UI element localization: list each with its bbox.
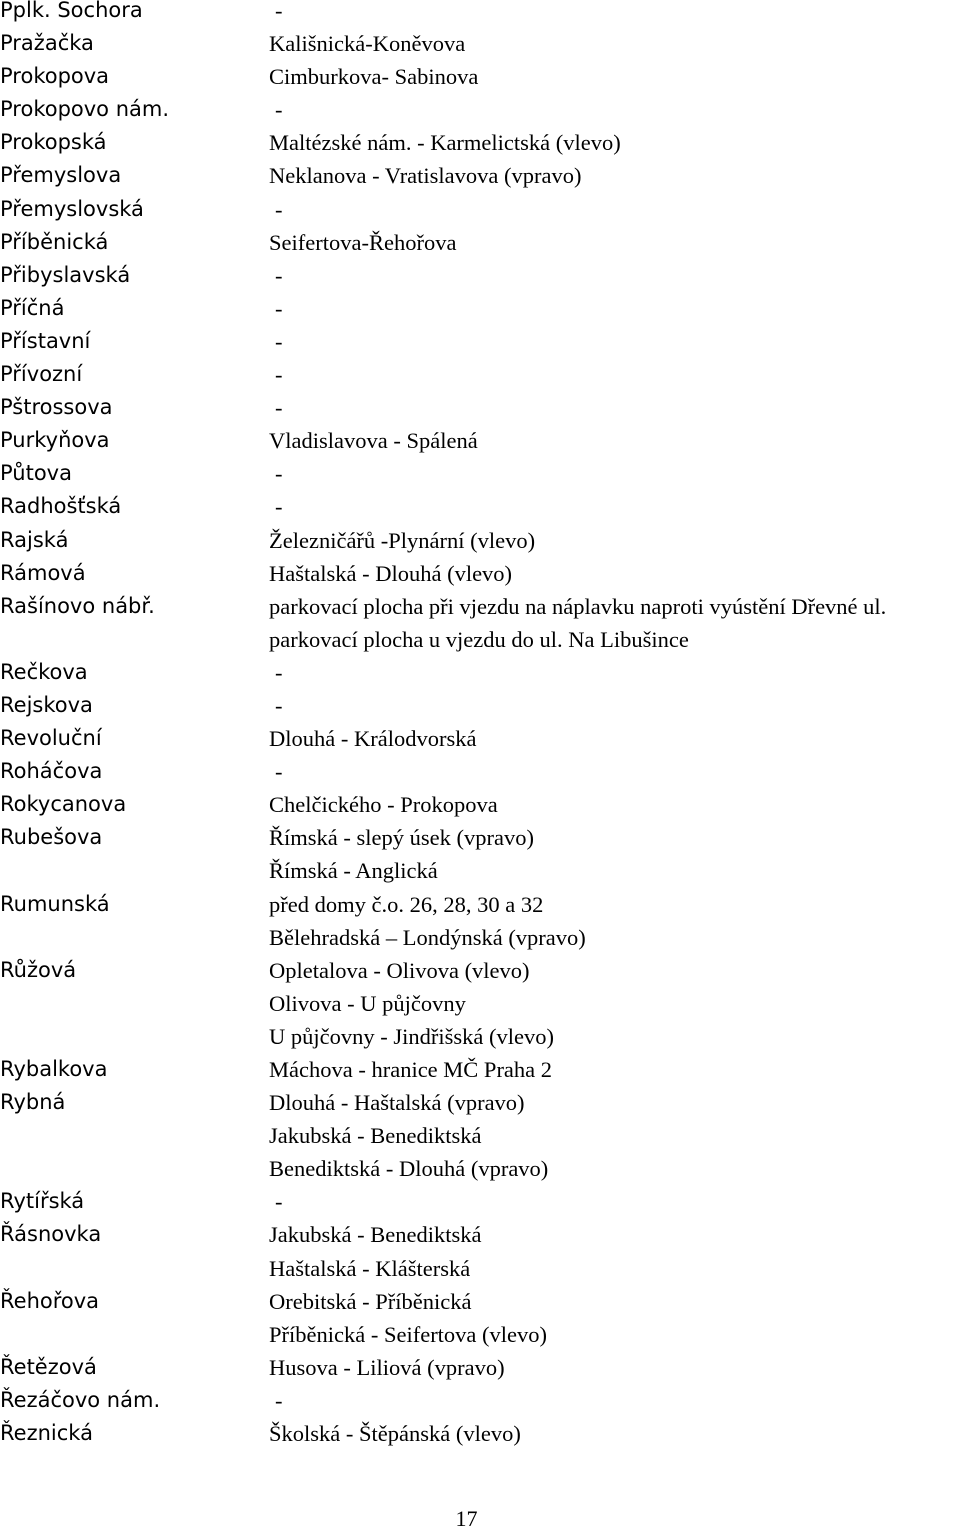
- list-row: [0, 1285, 960, 1318]
- street-section: Seifertova-Řehořova: [269, 229, 457, 255]
- street-section: Neklanova - Vratislavova (vpravo): [269, 163, 582, 189]
- page-number: 17: [455, 1506, 478, 1531]
- street-name: Rajská: [0, 527, 69, 552]
- list-row: [0, 391, 960, 424]
- street-section: Maltézské nám. - Karmelictská (vlevo): [269, 130, 621, 156]
- street-name: Pštrossova: [0, 395, 113, 420]
- list-row: [0, 954, 960, 987]
- street-section: Příběnická - Seifertova (vlevo): [269, 1321, 548, 1347]
- street-name: Pplk. Sochora: [0, 0, 143, 22]
- street-name: Přibyslavská: [0, 262, 131, 287]
- street-section: -: [275, 196, 283, 222]
- street-name: Příčná: [0, 295, 65, 320]
- list-row: [0, 1086, 960, 1119]
- list-row: [0, 259, 960, 292]
- list-row: [0, 1185, 960, 1218]
- street-section: -: [275, 0, 283, 23]
- street-name: Prokopovo nám.: [0, 97, 170, 122]
- street-section: Dlouhá - Králodvorská: [269, 726, 477, 752]
- street-name: Řehořova: [0, 1288, 100, 1313]
- list-row: [0, 457, 960, 490]
- list-row: [0, 987, 960, 1020]
- list-row: [0, 656, 960, 689]
- street-section: -: [275, 692, 283, 718]
- street-name: Roháčova: [0, 759, 103, 784]
- list-row: [0, 292, 960, 325]
- street-name: Řezáčovo nám.: [0, 1387, 161, 1412]
- street-section: Vladislavova - Spálená: [269, 428, 478, 454]
- street-section: U půjčovny - Jindřišská (vlevo): [269, 1023, 554, 1049]
- list-row: [0, 126, 960, 159]
- street-name: Příběnická: [0, 229, 109, 254]
- street-section: Chelčického - Prokopova: [269, 792, 498, 818]
- street-section: Husova - Liliová (vpravo): [269, 1354, 505, 1380]
- list-row: [0, 689, 960, 722]
- street-section: Dlouhá - Haštalská (vpravo): [269, 1090, 525, 1116]
- list-row: [0, 60, 960, 93]
- street-section: -: [275, 461, 283, 487]
- street-section: -: [275, 395, 283, 421]
- street-name: Přemyslovská: [0, 196, 144, 221]
- street-name: Rybalkova: [0, 1057, 108, 1081]
- street-section: Cimburkova- Sabinova: [269, 64, 479, 90]
- list-row: [0, 821, 960, 854]
- list-row: [0, 888, 960, 921]
- street-name: Řetězová: [0, 1354, 97, 1379]
- list-row: [0, 93, 960, 126]
- street-section: -: [275, 328, 283, 354]
- list-row: [0, 0, 960, 27]
- list-row: [0, 1152, 960, 1185]
- list-row: [0, 424, 960, 457]
- street-section: Školská - Štěpánská (vlevo): [269, 1421, 521, 1447]
- street-name: Rámová: [0, 560, 86, 585]
- list-row: [0, 226, 960, 259]
- list-row: [0, 623, 960, 656]
- list-row: [0, 325, 960, 358]
- street-section: -: [275, 262, 283, 288]
- list-row: [0, 1351, 960, 1384]
- list-row: [0, 755, 960, 788]
- street-section: Benediktská - Dlouhá (vpravo): [269, 1156, 549, 1182]
- list-row: [0, 524, 960, 557]
- street-section: Římská - slepý úsek (vpravo): [269, 825, 534, 851]
- street-section: Bělehradská – Londýnská (vpravo): [269, 924, 586, 950]
- list-row: [0, 159, 960, 192]
- list-row: [0, 193, 960, 226]
- street-section: -: [275, 295, 283, 321]
- street-section: Opletalova - Olivova (vlevo): [269, 957, 530, 983]
- street-section: -: [275, 759, 283, 785]
- list-row: [0, 1318, 960, 1351]
- list-row: [0, 1218, 960, 1251]
- street-name: Prokopská: [0, 130, 107, 155]
- street-section: Kališnická-Koněvova: [269, 31, 466, 57]
- list-row: [0, 788, 960, 821]
- list-row: [0, 1384, 960, 1417]
- street-name: Řásnovka: [0, 1222, 102, 1247]
- list-row: [0, 1252, 960, 1285]
- street-section: parkovací plocha u vjezdu do ul. Na Libušince: [269, 626, 689, 652]
- street-section: -: [275, 494, 283, 520]
- street-section: Jakubská - Benediktská: [269, 1123, 482, 1149]
- street-section: Haštalská - Klášterská: [269, 1255, 471, 1281]
- street-section: parkovací plocha při vjezdu na náplavku naproti vyústění Dřevné ul.: [269, 593, 887, 619]
- street-name: Rytířská: [0, 1189, 85, 1214]
- street-section: Železničářů -Plynární (vlevo): [269, 527, 536, 553]
- street-section: Římská - Anglická: [269, 858, 438, 884]
- street-name: Půtova: [0, 461, 72, 486]
- street-name: Pražačka: [0, 31, 94, 56]
- street-name: Řeznická: [0, 1421, 93, 1446]
- list-row: [0, 722, 960, 755]
- list-row: [0, 1417, 960, 1450]
- street-name: Purkyňova: [0, 428, 110, 453]
- street-name: Přívozní: [0, 362, 83, 387]
- list-row: [0, 358, 960, 391]
- list-row: [0, 921, 960, 954]
- street-section: Orebitská - Příběnická: [269, 1288, 472, 1314]
- street-section: -: [275, 362, 283, 388]
- street-section: -: [275, 1387, 283, 1413]
- street-section: -: [275, 97, 283, 123]
- street-name: Rejskova: [0, 692, 93, 717]
- street-section: -: [275, 659, 283, 685]
- list-row: [0, 1119, 960, 1152]
- street-name: Radhošťská: [0, 494, 122, 519]
- list-row: [0, 490, 960, 523]
- street-section: Haštalská - Dlouhá (vlevo): [269, 560, 513, 586]
- list-row: [0, 1053, 960, 1086]
- street-section: Máchova - hranice MČ Praha 2: [269, 1057, 553, 1082]
- street-name: Rečkova: [0, 659, 88, 684]
- street-name: Přemyslova: [0, 163, 122, 188]
- street-section: Olivova - U půjčovny: [269, 990, 466, 1016]
- list-row: [0, 1020, 960, 1053]
- list-row: [0, 590, 960, 623]
- street-name: Rubešova: [0, 825, 103, 850]
- street-section: Jakubská - Benediktská: [269, 1222, 482, 1248]
- list-row: [0, 854, 960, 887]
- list-row: [0, 27, 960, 60]
- street-name: Rašínovo nábř.: [0, 593, 155, 618]
- street-name: Prokopova: [0, 64, 110, 89]
- street-name: Růžová: [0, 957, 77, 982]
- street-section: před domy č.o. 26, 28, 30 a 32: [269, 891, 544, 917]
- list-row: [0, 557, 960, 590]
- street-name: Revoluční: [0, 726, 102, 751]
- street-section: -: [275, 1189, 283, 1215]
- street-name: Rokycanova: [0, 792, 127, 817]
- street-name: Rumunská: [0, 891, 110, 916]
- street-name: Přístavní: [0, 328, 91, 353]
- street-name: Rybná: [0, 1090, 66, 1115]
